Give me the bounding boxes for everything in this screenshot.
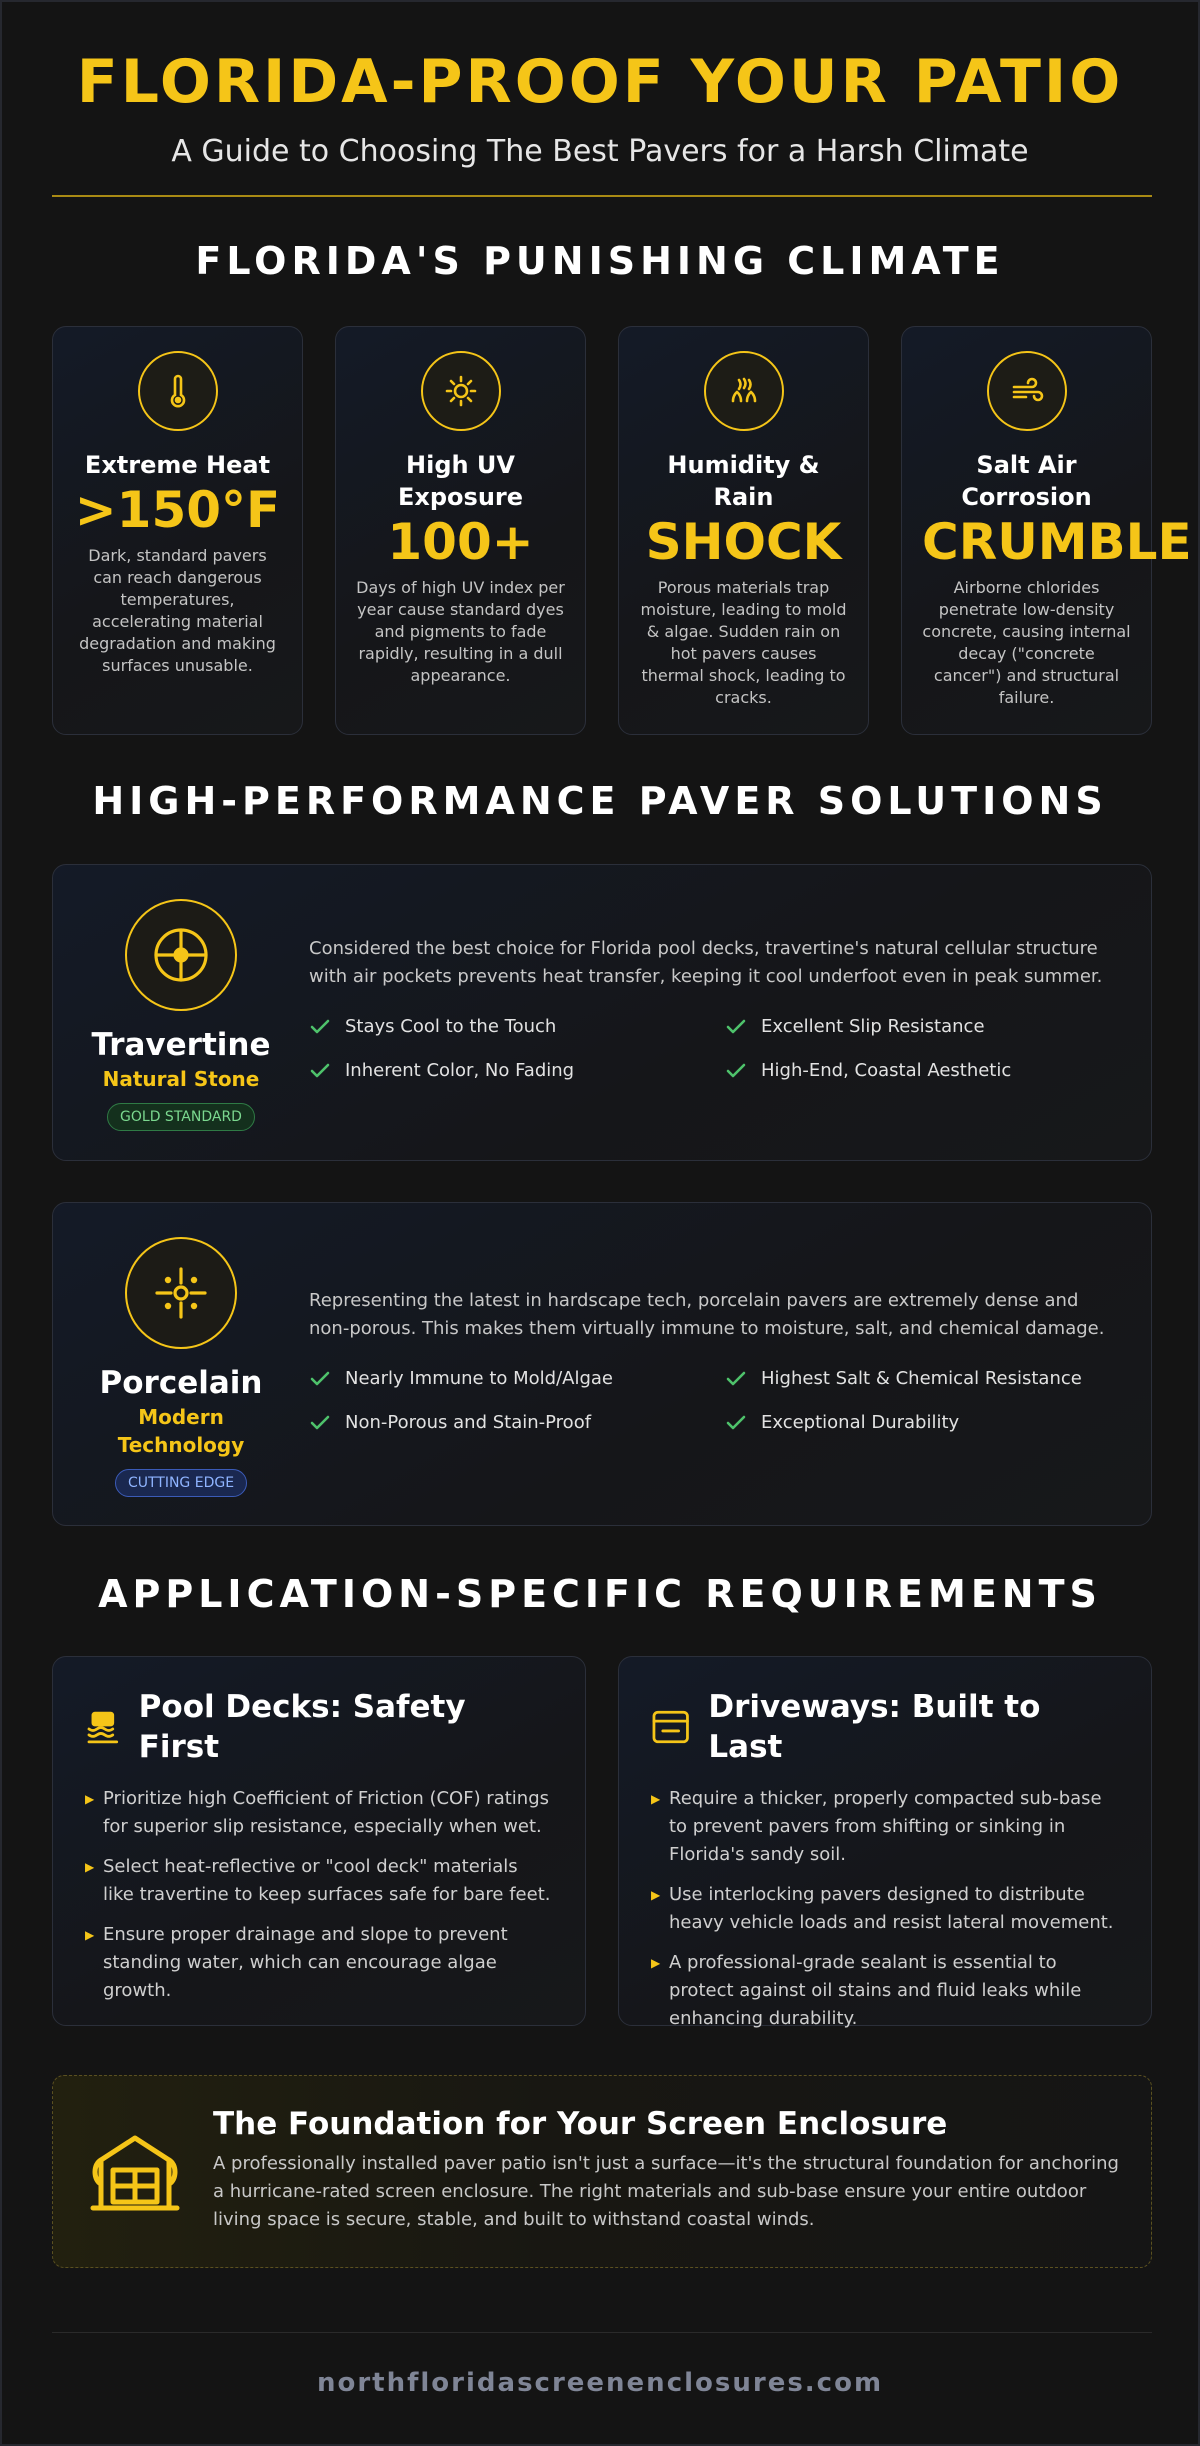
- climate-heading: Humidity & Rain: [667, 451, 820, 511]
- travertine-icon: [125, 899, 237, 1011]
- list-item: [725, 1013, 1125, 1041]
- pool-deck-title: Pool Decks: Safety First: [138, 1689, 466, 1765]
- hero: [2, 2, 1198, 172]
- list-item: ▶ Ensure proper drainage and slope to prevent standing water, which can encourage algae growth.: [85, 1924, 508, 2001]
- wind-icon: [987, 351, 1067, 431]
- status-badge: GOLD STANDARD: [107, 1103, 255, 1131]
- feature-list: [309, 1013, 1111, 1085]
- foundation-callout: [52, 2075, 1152, 2268]
- paver-description: Considered the best choice for Florida pool decks, travertine's natural cellular structure with air pockets prevents heat transfer, keeping it cool underfoot even in peak summer.: [309, 938, 1103, 987]
- driveway-header: [651, 1687, 1119, 1767]
- check-icon: [309, 1016, 331, 1038]
- porcelain-identity: [53, 1237, 309, 1497]
- porcelain-icon: [125, 1237, 237, 1349]
- list-item: [725, 1409, 1125, 1437]
- travertine-details: [309, 935, 1111, 1085]
- list-item: ▶ Require a thicker, properly compacted sub-base to prevent pavers from shifting or sinking in Florida's sandy soil.: [651, 1788, 1102, 1865]
- climate-card-humidity: [618, 326, 869, 735]
- foundation-title: The Foundation for Your Screen Enclosure: [213, 2106, 948, 2142]
- list-item: [309, 1409, 725, 1437]
- check-icon: [725, 1368, 747, 1390]
- climate-value: CRUMBLE: [922, 513, 1192, 571]
- solutions-section-title: HIGH-PERFORMANCE PAVER SOLUTIONS: [92, 779, 1108, 823]
- climate-description: Airborne chlorides penetrate low-density concrete, causing internal decay ("concrete cancer") and structural failure.: [922, 578, 1131, 707]
- hero-divider: [52, 195, 1152, 197]
- check-icon: [309, 1060, 331, 1082]
- porcelain-card: [52, 1202, 1152, 1526]
- check-icon: [309, 1368, 331, 1390]
- pool-ladder-icon: [85, 1709, 121, 1745]
- check-icon: [725, 1016, 747, 1038]
- feature-label: Nearly Immune to Mold/Algae: [345, 1368, 614, 1389]
- page-subtitle: A Guide to Choosing The Best Pavers for a Harsh Climate: [171, 134, 1029, 169]
- list-item: [309, 1365, 725, 1393]
- paver-subtitle: Modern Technology: [117, 1405, 245, 1457]
- humidity-icon: [704, 351, 784, 431]
- climate-heading: Salt Air Corrosion: [961, 451, 1092, 511]
- footer-url[interactable]: northfloridascreenenclosures.com: [316, 2368, 884, 2398]
- feature-label: Non-Porous and Stain-Proof: [345, 1412, 592, 1433]
- list-item: [309, 1013, 725, 1041]
- climate-value: SHOCK: [645, 513, 842, 571]
- climate-section-title: FLORIDA'S PUNISHING CLIMATE: [195, 239, 1005, 283]
- enclosure-icon: [87, 2126, 183, 2216]
- list-item: [725, 1057, 1125, 1085]
- climate-card-uv: [335, 326, 586, 735]
- feature-list: [309, 1365, 1111, 1437]
- driveway-icon: [651, 1709, 690, 1745]
- climate-description: Porous materials trap moisture, leading to mold & algae. Sudden rain on hot pavers causes thermal shock, leading to cracks.: [640, 578, 847, 707]
- climate-card-salt: [901, 326, 1192, 735]
- porcelain-details: [309, 1287, 1111, 1437]
- climate-value: >150°F: [74, 481, 281, 539]
- list-item: ▶ A professional-grade sealant is essential to protect against oil stains and fluid leaks while enhancing durability.: [651, 1952, 1082, 2029]
- foundation-content: [213, 2104, 1121, 2234]
- check-icon: [725, 1060, 747, 1082]
- feature-label: Inherent Color, No Fading: [345, 1060, 575, 1081]
- list-item: [725, 1365, 1125, 1393]
- paver-description: Representing the latest in hardscape tech, porcelain pavers are extremely dense and non-porous. This makes them virtually immune to moisture, salt, and chemical damage.: [309, 1290, 1105, 1339]
- list-item: ▶ Select heat-reflective or "cool deck" materials like travertine to keep surfaces safe for bare feet.: [85, 1856, 551, 1905]
- applications-section-title: APPLICATION-SPECIFIC REQUIREMENTS: [98, 1572, 1102, 1616]
- paver-name: Porcelain: [99, 1365, 263, 1401]
- feature-label: Stays Cool to the Touch: [345, 1016, 557, 1037]
- feature-label: Excellent Slip Resistance: [761, 1016, 985, 1037]
- thermometer-icon: [138, 351, 218, 431]
- pool-deck-list: [85, 1785, 553, 2005]
- pool-deck-card: [52, 1656, 586, 2026]
- list-item: ▶ Prioritize high Coefficient of Friction (COF) ratings for superior slip resistance, especially when wet.: [85, 1788, 550, 1837]
- travertine-identity: [53, 899, 309, 1131]
- feature-label: Highest Salt & Chemical Resistance: [761, 1368, 1082, 1389]
- footer-divider: [52, 2332, 1152, 2333]
- status-badge: CUTTING EDGE: [115, 1469, 247, 1497]
- climate-heading: High UV Exposure: [397, 451, 524, 511]
- paver-subtitle: Natural Stone: [102, 1067, 260, 1091]
- paver-name: Travertine: [91, 1027, 271, 1063]
- check-icon: [725, 1412, 747, 1434]
- feature-label: High-End, Coastal Aesthetic: [761, 1060, 1012, 1081]
- climate-description: Dark, standard pavers can reach dangerous temperatures, accelerating material degradation and making surfaces unusable.: [79, 546, 276, 675]
- climate-description: Days of high UV index per year cause standard dyes and pigments to fade rapidly, resulting in a dull appearance.: [356, 578, 565, 685]
- driveway-list: [651, 1785, 1119, 2033]
- feature-label: Exceptional Durability: [761, 1412, 960, 1433]
- climate-card-heat: [52, 326, 303, 735]
- climate-value: 100+: [387, 513, 534, 571]
- travertine-card: [52, 864, 1152, 1161]
- driveway-card: [618, 1656, 1152, 2029]
- list-item: [309, 1057, 725, 1085]
- page-title: FLORIDA-PROOF YOUR PATIO: [76, 47, 1124, 117]
- check-icon: [309, 1412, 331, 1434]
- climate-heading: Extreme Heat: [84, 451, 271, 479]
- sun-icon: [421, 351, 501, 431]
- pool-deck-header: [85, 1687, 553, 1767]
- list-item: ▶ Use interlocking pavers designed to distribute heavy vehicle loads and resist lateral movement.: [651, 1884, 1114, 1933]
- foundation-text: A professionally installed paver patio isn't just a surface—it's the structural foundation for anchoring a hurricane-rated screen enclosure. The right materials and sub-base ensure your entire outdoor living space is secure, stable, and built to withstand coastal winds.: [213, 2153, 1119, 2230]
- driveway-title: Driveways: Built to Last: [708, 1689, 1041, 1765]
